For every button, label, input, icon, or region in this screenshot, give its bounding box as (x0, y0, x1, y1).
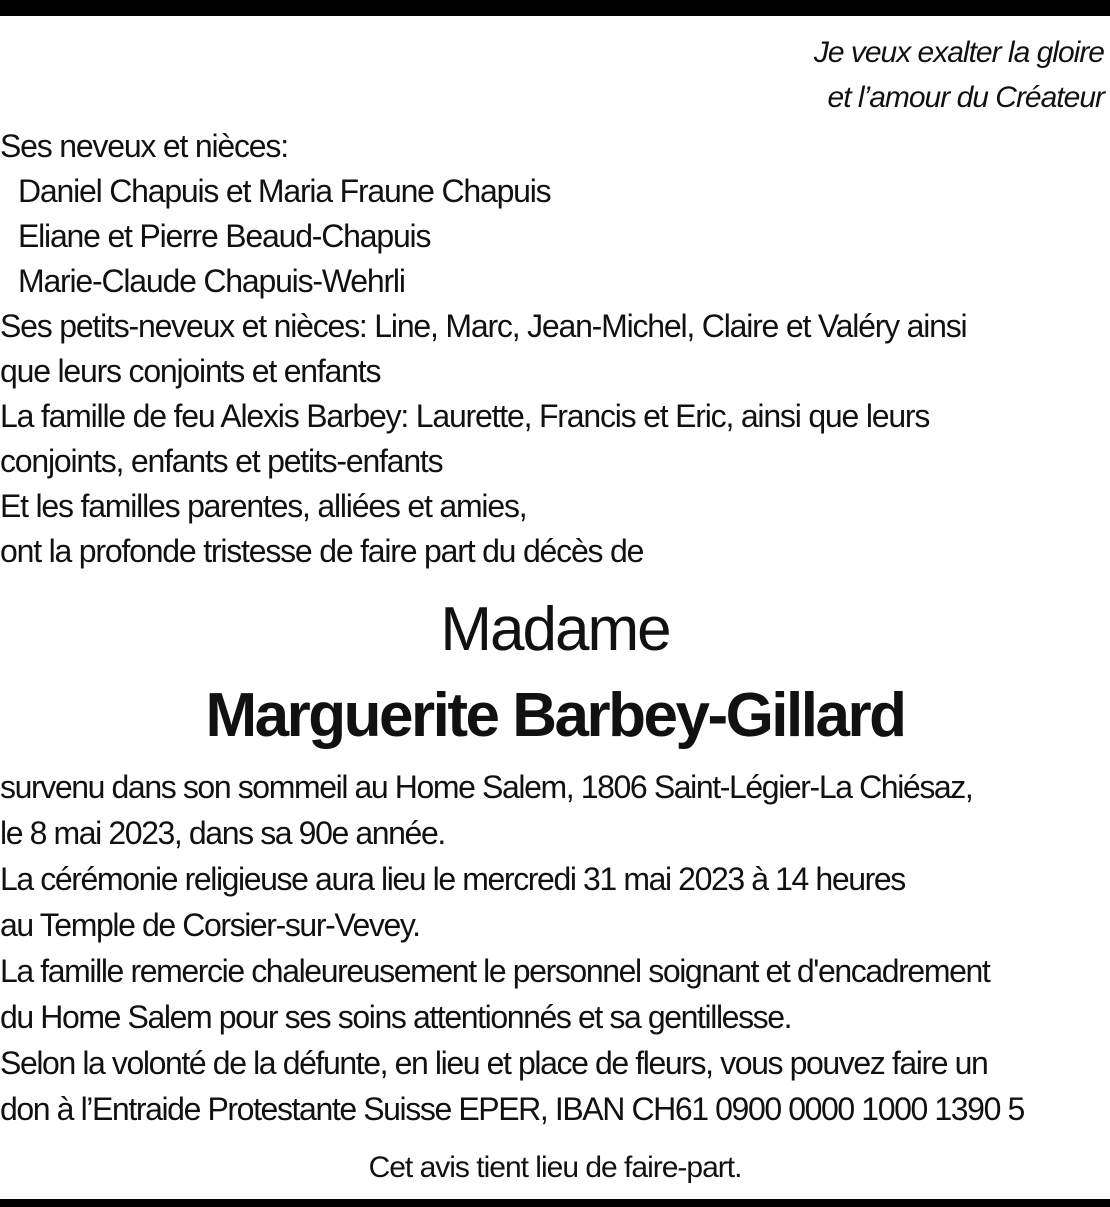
detail-line: La cérémonie religieuse aura lieu le mercredi 31 mai 2023 à 14 heures (0, 861, 905, 897)
nephew-entry: Eliane et Pierre Beaud-Chapuis (18, 218, 431, 254)
closing-note: Cet avis tient lieu de faire-part. (368, 1151, 742, 1184)
epigraph-line-1: Je veux exalter la gloire (813, 36, 1104, 69)
nephew-entry: Marie-Claude Chapuis-Wehrli (18, 263, 405, 299)
detail-line: au Temple de Corsier-sur-Vevey. (0, 907, 420, 943)
detail-line: don à l’Entraide Protestante Suisse EPER, IBAN CH61 0900 0000 1000 1390 5 (0, 1091, 1024, 1127)
deceased-salutation: Madame (440, 595, 670, 664)
detail-line: Selon la volonté de la défunte, en lieu et place de fleurs, vous pouvez faire un (0, 1045, 988, 1081)
top-border-rule (0, 0, 1110, 16)
epigraph-quote (814, 30, 1104, 120)
deceased-name: Marguerite Barbey-Gillard (205, 681, 905, 750)
families-line: Et les familles parentes, alliées et amies, (0, 488, 527, 524)
family-section (0, 124, 1110, 574)
detail-line: survenu dans son sommeil au Home Salem, 1806 Saint-Légier-La Chiésaz, (0, 769, 973, 805)
grand-nephews-line: Ses petits-neveux et nièces: Line, Marc, Jean-Michel, Claire et Valéry ainsi (0, 308, 967, 344)
detail-line: du Home Salem pour ses soins attentionnés et sa gentillesse. (0, 999, 792, 1035)
announcement-line: ont la profonde tristesse de faire part du décès de (0, 533, 644, 569)
grand-nephews-line: que leurs conjoints et enfants (0, 353, 381, 389)
nephews-heading: Ses neveux et nièces: (0, 128, 288, 164)
detail-line: La famille remercie chaleureusement le personnel soignant et d'encadrement (0, 953, 990, 989)
detail-line: le 8 mai 2023, dans sa 90e année. (0, 815, 445, 851)
epigraph-line-2: et l’amour du Créateur (827, 81, 1104, 114)
bottom-border-rule (0, 1199, 1110, 1207)
barbey-family-line: La famille de feu Alexis Barbey: Laurette, Francis et Eric, ainsi que leurs (0, 398, 930, 434)
details-section (0, 764, 1110, 1132)
barbey-family-line: conjoints, enfants et petits-enfants (0, 443, 443, 479)
nephew-entry: Daniel Chapuis et Maria Fraune Chapuis (18, 173, 551, 209)
